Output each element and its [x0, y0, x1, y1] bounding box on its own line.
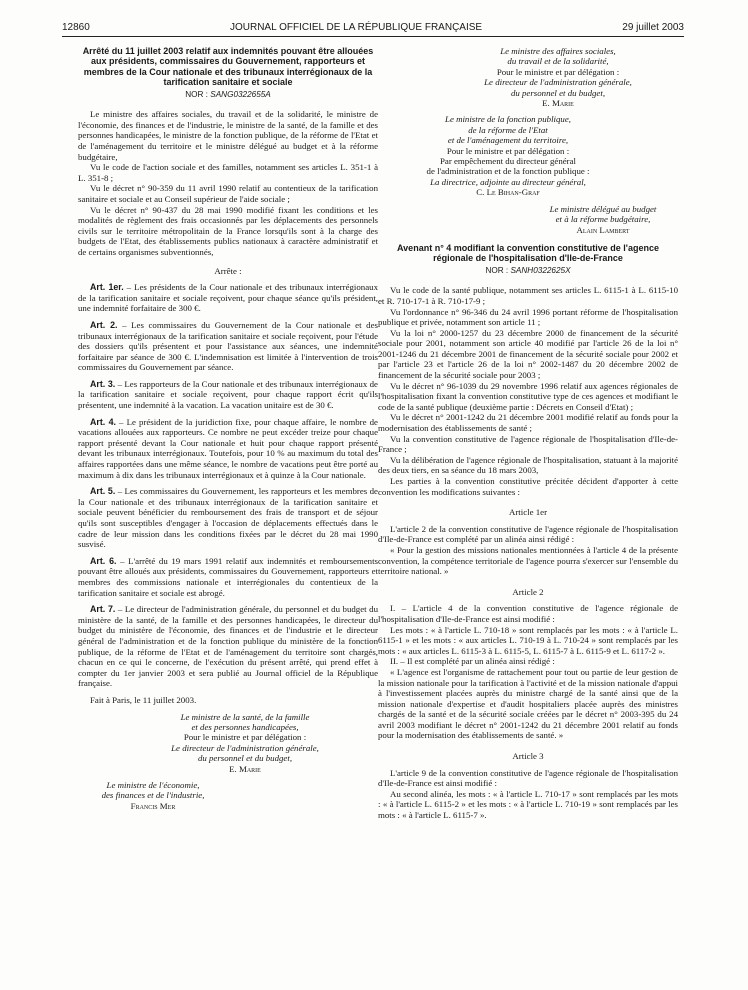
signature-public-service-minister: Le ministre de la fonction publique, de la réforme de l'Etat et de l'aménagement du territoire, Pour le ministre et par délégation : Par empêchement du directeur général de l'administration et de la fonction publique : La directrice, adjointe au directeur général, C. Le Bihan-Graf: [426, 114, 590, 198]
article-2-paragraph: I. – L'article 4 de la convention constitutive de l'agence régionale de l'hospitalisation d'Ile-de-France est ainsi modifié :: [378, 603, 678, 624]
preamble-paragraph: Vu le décret n° 96-1039 du 29 novembre 1996 relatif aux agences régionales de l'hospitalisation fixant la convention constitutive type de ces agences et modifiant le code de la santé publique (deuxième partie : Décrets en Conseil d'Etat) ;: [378, 380, 678, 412]
preamble-paragraph: Vu la délibération de l'agence régionale de l'hospitalisation, statuant à la majorité des deux tiers, en sa séance du 18 mars 2003,: [378, 454, 678, 476]
article-2: Art. 2. – Les commissaires du Gouvernement de la Cour nationale et des tribunaux interrégionaux de la tarification sanitaire et sociale reçoivent, pour l'étude des dossiers qu'ils présentent et pour l'assistance aux séances, une indemnité forfaitaire par séance de 300 €. L'indemnisation est limitée à l'intervention de trois commissaires du Gouvernement par séance.: [78, 319, 378, 373]
signature-health-minister: Le ministre de la santé, de la famille et des personnes handicapées, Pour le ministre et par délégation : Le directeur de l'administration générale, du personnel et du budget, E. Marie: [171, 711, 319, 774]
preamble-paragraph: Vu la loi n° 2000-1257 du 23 décembre 2000 de financement de la sécurité sociale pour 2001, notamment son article 40 modifié par l'article 26 de la loi n° 2001-1246 du 21 décembre 2001 de financement de la sécurité sociale pour 2002 et par l'article 23 et l'article 26 de la loi n° 2002-1487 du 20 décembre 2002 de financement de la sécurité sociale pour 2003 ;: [378, 327, 678, 381]
preamble-paragraph: Le ministre des affaires sociales, du travail et de la solidarité, le ministre de l'économie, des finances et de l'industrie, le ministre de la santé, de la famille et des personnes handicapées, le ministre de la fonction publique, de la réforme de l'Etat et de l'aménagement du territoire et le ministre délégué au budget et à la réforme budgétaire,: [78, 109, 378, 162]
preamble-paragraph: Vu le décret n° 90-359 du 11 avril 1990 relatif au contentieux de la tarification sanitaire et sociale et au Conseil supérieur de l'aide sociale ;: [78, 183, 378, 204]
article-4: Art. 4. – Le président de la juridiction fixe, pour chaque affaire, le nombre de vacations allouées aux rapporteurs. Ce nombre ne peut excéder treize pour chaque rapport présenté devant la Cour nationale et huit pour chaque rapport présenté devant les tribunaux interrégionaux. Toutefois, pour 10 % au maximum du total des affaires rapportées dans une même séance, le nombre de vacations peut être porté au maximum à dix dans les tribunaux interrégionaux et à quinze à la Cour nationale.: [78, 416, 378, 480]
article-3: Art. 3. – Les rapporteurs de la Cour nationale et des tribunaux interrégionaux de la tarification sanitaire et sociale reçoivent, pour chaque rapport écrit qu'ils présentent, une indemnité à la vacation. La vacation unitaire est de 30 €.: [78, 378, 378, 411]
preamble-paragraph: Vu la convention constitutive de l'agence régionale de l'hospitalisation d'Ile-de-France ;: [378, 433, 678, 455]
article-3-paragraph: Au second alinéa, les mots : « à l'article L. 710-17 » sont remplacés par les mots : « à l'article L. 6115-2 » et les mots : « à l'article L. 710-19 » sont remplacés par les mots : « à l'article L. 6115-7 ».: [378, 788, 678, 821]
signature-social-affairs-minister: Le ministre des affaires sociales, du travail et de la solidarité, Pour le ministre et par délégation : Le directeur de l'administration générale, du personnel et du budget, E. Marie: [484, 46, 632, 109]
preamble-paragraph: Vu l'ordonnance n° 96-346 du 24 avril 1996 portant réforme de l'hospitalisation publique et privée, notamment son article 11 ;: [378, 306, 678, 328]
page-number: 12860: [62, 22, 90, 33]
article-1-paragraph: L'article 2 de la convention constitutive de l'agence régionale de l'hospitalisation d'Ile-de-France est complété par un alinéa ainsi rédigé :: [378, 523, 678, 545]
right-column: [378, 46, 678, 821]
signature-budget-minister: Le ministre délégué au budget et à la réforme budgétaire, Alain Lambert: [549, 203, 657, 235]
article-1: Art. 1er. – Les présidents de la Cour nationale et des tribunaux interrégionaux de la tarification sanitaire et sociale reçoivent, pour chaque séance qu'ils président, une indemnité forfaitaire de 300 €.: [78, 282, 378, 314]
article-6: Art. 6. – L'arrêté du 19 mars 1991 relatif aux indemnités et remboursements pouvant être alloués aux présidents, commissaires du Gouvernement, rapporteurs et membres des commissions nationale et interrégionales du contentieux de la tarification sanitaire et sociale est abrogé.: [78, 555, 378, 598]
article-2-paragraph: II. – Il est complété par un alinéa ainsi rédigé :: [390, 656, 555, 667]
signature-economy-minister: Le ministre de l'économie, des finances et de l'industrie, Francis Mer: [101, 779, 205, 811]
signing-place-date: Fait à Paris, le 11 juillet 2003.: [90, 694, 197, 705]
article-2-paragraph: Les mots : « à l'article L. 710-18 » sont remplacés par les mots : « à l'article L. 6115-1 » et les mots : « aux articles L. 710-19 à L. 710-24 » sont remplacés par les mots : « aux articles L. 6115-3 à L. 6115-5, L. 6115-7 à L. 6115-9 et L. 6117-2 ».: [378, 624, 678, 656]
arrete-heading: Arrête :: [214, 265, 242, 276]
issue-date: 29 juillet 2003: [622, 22, 684, 33]
preamble-paragraph: Vu le décret n° 2001-1242 du 21 décembre 2001 modifié relatif au fonds pour la modernisation des établissements de santé ;: [378, 412, 678, 434]
decree-title: Arrêté du 11 juillet 2003 relatif aux indemnités pouvant être allouées aux présidents, commissaires du Gouvernement, rapporteurs et membres de la Cour nationale et des tribunaux interrégionaux de la tarification sanitaire et sociale: [82, 46, 374, 88]
article-7: Art. 7. – Le directeur de l'administration générale, du personnel et du budget du ministère de la santé, de la famille et des personnes handicapées, le directeur du budget du ministère de l'économie, des finances et de l'industrie et le directeur général de l'administration et de la fonction publique du ministère de la fonction publique, de la réforme de l'Etat et de l'aménagement du territoire sont chargés, chacun en ce qui le concerne, de l'exécution du présent arrêté, qui prend effet à compter du 1er janvier 2003 et sera publié au Journal officiel de la République française.: [78, 604, 378, 689]
nor-reference: NOR : SANG0322655A: [185, 89, 271, 99]
article-2-heading: Article 2: [512, 586, 544, 597]
journal-title: JOURNAL OFFICIEL DE LA RÉPUBLIQUE FRANÇAISE: [229, 22, 483, 33]
preamble-paragraph: Vu le décret n° 90-437 du 28 mai 1990 modifié fixant les conditions et les modalités de règlement des frais occasionnés par les déplacements des personnels civils sur le territoire métropolitain de la France lorsqu'ils sont à la charge des budgets de l'Etat, des établissements publics nationaux à caractère administratif et de certains organismes subventionnés,: [78, 204, 378, 257]
page-header: [62, 22, 684, 37]
preamble-paragraph: Vu le code de la santé publique, notamment ses articles L. 6115-1 à L. 6115-10 et R. 710-17-1 à R. 710-17-9 ;: [378, 285, 678, 306]
article-5: Art. 5. – Les commissaires du Gouvernement, les rapporteurs et les membres de la Cour nationale et des tribunaux interrégionaux de la tarification sanitaire et sociale peuvent bénéficier du remboursement des frais de transport et de séjour qu'ils sont susceptibles d'engager à l'occasion de déplacements effectués dans le cadre de leur mission dans les conditions fixées par le décret du 28 mai 1990 susvisé.: [78, 486, 378, 550]
article-3-paragraph: L'article 9 de la convention constitutive de l'agence régionale de l'hospitalisation d'Ile-de-France est ainsi modifié :: [378, 767, 678, 789]
left-column: [78, 46, 378, 811]
preamble-paragraph: Vu le code de l'action sociale et des familles, notamment ses articles L. 351-1 à L. 351-8 ;: [78, 162, 378, 183]
article-2-paragraph: « L'agence est l'organisme de rattachement pour tout ou partie de leur gestion de la mission nationale pour la tarification à l'activité et de la mission nationale d'appui à l'investissement placées auprès du ministre chargé de la santé ainsi que de la mission nationale d'expertise et d'audit hospitaliers placée auprès des ministres chargés de la santé et de la sécurité sociale créées par le décret n° 2003-395 du 24 avril 2003 modifiant le décret n° 2001-1242 du 21 décembre 2001 relatif au fonds pour la modernisation des établissements de santé. »: [378, 666, 678, 741]
amendment-title: Avenant n° 4 modifiant la convention constitutive de l'agence régionale de l'hospitalisation d'Ile-de-France: [397, 242, 659, 264]
nor-reference: NOR : SANH0322625X: [485, 265, 571, 275]
article-3-heading: Article 3: [512, 751, 544, 762]
article-1-paragraph: « Pour la gestion des missions nationales mentionnées à l'article 4 de la présente convention, la compétence territoriale de l'agence pourra s'exercer sur l'ensemble du territoire national. »: [378, 544, 678, 577]
preamble-paragraph: Les parties à la convention constitutive précitée décident d'apporter à cette convention les modifications suivantes :: [378, 476, 678, 497]
article-1-heading: Article 1er: [508, 507, 548, 518]
